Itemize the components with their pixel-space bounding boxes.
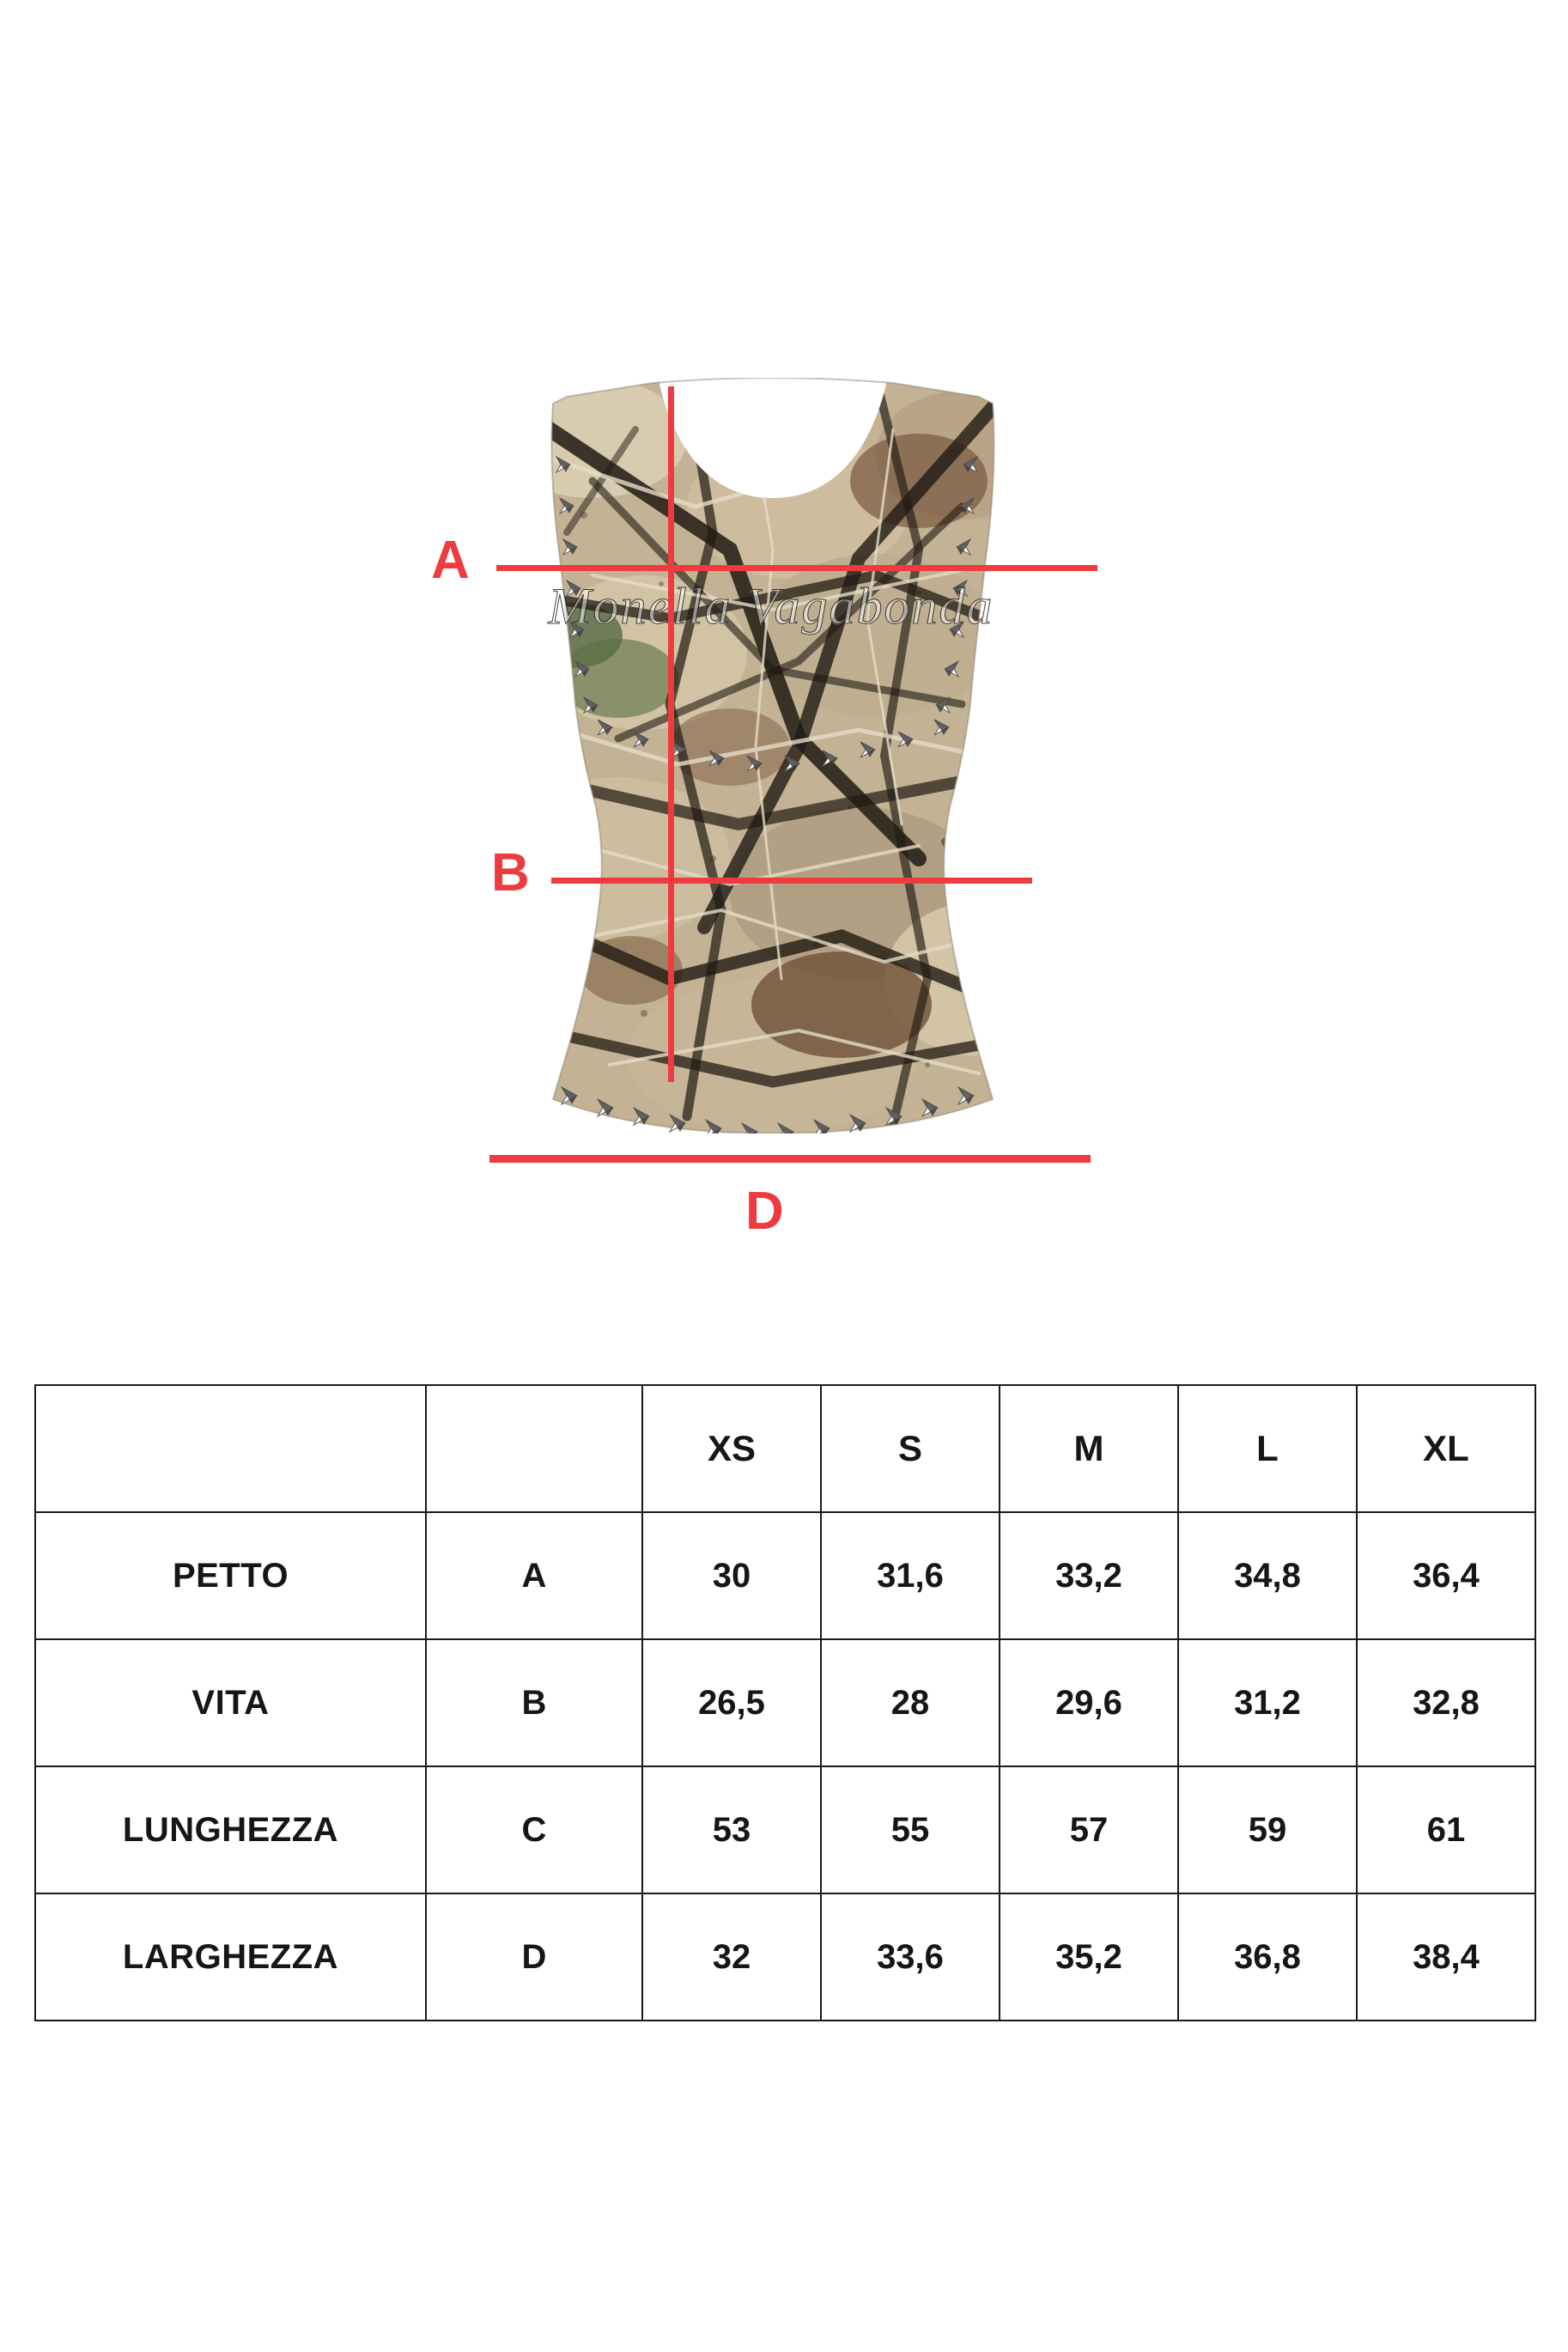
cell-larghezza-l: 36,8 bbox=[1178, 1893, 1357, 2021]
table-row bbox=[35, 1639, 1535, 1766]
row-label-petto: PETTO bbox=[35, 1512, 426, 1639]
row-label-vita: VITA bbox=[35, 1639, 426, 1766]
garment-stage bbox=[431, 378, 1030, 1241]
header-measure-code-blank bbox=[426, 1385, 642, 1512]
measure-line-b-waist bbox=[551, 878, 1032, 884]
cell-petto-l: 34,8 bbox=[1178, 1512, 1357, 1639]
measure-label-d: D bbox=[745, 1182, 784, 1241]
cell-vita-s: 28 bbox=[821, 1639, 1000, 1766]
header-size-xs: XS bbox=[642, 1385, 821, 1512]
cell-larghezza-xl: 38,4 bbox=[1357, 1893, 1535, 2021]
measure-line-c-length bbox=[668, 386, 674, 1082]
cell-larghezza-m: 35,2 bbox=[1000, 1893, 1178, 2021]
cell-lunghezza-xs: 53 bbox=[642, 1766, 821, 1893]
measure-line-d-width bbox=[489, 1155, 1091, 1163]
row-code-vita: B bbox=[426, 1639, 642, 1766]
table-row bbox=[35, 1512, 1535, 1639]
header-size-m: M bbox=[1000, 1385, 1178, 1512]
size-chart-table bbox=[34, 1384, 1536, 2021]
table-row bbox=[35, 1766, 1535, 1893]
cell-vita-l: 31,2 bbox=[1178, 1639, 1357, 1766]
cell-petto-xs: 30 bbox=[642, 1512, 821, 1639]
cell-petto-s: 31,6 bbox=[821, 1512, 1000, 1639]
header-size-s: S bbox=[821, 1385, 1000, 1512]
header-size-l: L bbox=[1178, 1385, 1357, 1512]
tank-top-graphic bbox=[515, 378, 1030, 1133]
cell-petto-m: 33,2 bbox=[1000, 1512, 1178, 1639]
header-size-xl: XL bbox=[1357, 1385, 1535, 1512]
measure-line-a-bust bbox=[496, 565, 1097, 571]
cell-lunghezza-xl: 61 bbox=[1357, 1766, 1535, 1893]
row-code-petto: A bbox=[426, 1512, 642, 1639]
cell-lunghezza-s: 55 bbox=[821, 1766, 1000, 1893]
cell-lunghezza-m: 57 bbox=[1000, 1766, 1178, 1893]
cell-vita-xl: 32,8 bbox=[1357, 1639, 1535, 1766]
cell-vita-m: 29,6 bbox=[1000, 1639, 1178, 1766]
cell-lunghezza-l: 59 bbox=[1178, 1766, 1357, 1893]
table-row bbox=[35, 1893, 1535, 2021]
header-measure-name-blank bbox=[35, 1385, 426, 1512]
measure-label-b: B bbox=[491, 843, 530, 903]
table-header-row bbox=[35, 1385, 1535, 1512]
measure-label-a: A bbox=[431, 531, 470, 590]
row-label-lunghezza: LUNGHEZZA bbox=[35, 1766, 426, 1893]
cell-petto-xl: 36,4 bbox=[1357, 1512, 1535, 1639]
cell-larghezza-xs: 32 bbox=[642, 1893, 821, 2021]
row-code-larghezza: D bbox=[426, 1893, 642, 2021]
row-code-lunghezza: C bbox=[426, 1766, 642, 1893]
size-chart-table-container bbox=[34, 1384, 1535, 2021]
cell-larghezza-s: 33,6 bbox=[821, 1893, 1000, 2021]
row-label-larghezza: LARGHEZZA bbox=[35, 1893, 426, 2021]
cell-vita-xs: 26,5 bbox=[642, 1639, 821, 1766]
